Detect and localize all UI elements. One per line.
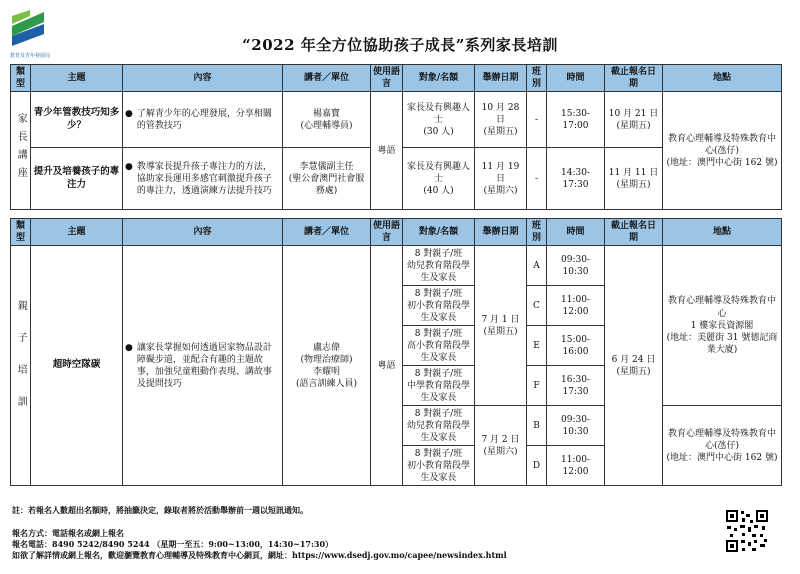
category-cell <box>11 92 31 210</box>
audience-cell: 8 對親子/班 幼兒教育階段學生及家長 <box>403 406 475 446</box>
audience-cell: 8 對親子/班 初小教育階段學生及家長 <box>403 446 475 486</box>
content-cell <box>123 246 283 486</box>
time-cell: 16:30-17:30 <box>547 366 605 406</box>
topic-cell: 超時空隊碳 <box>31 246 123 486</box>
header-cell: 對象/名額 <box>403 65 475 92</box>
time-cell: 09:30-10:30 <box>547 246 605 286</box>
header-cell: 時間 <box>547 219 605 246</box>
audience-cell: 8 對親子/班 中學教育階段學生及家長 <box>403 366 475 406</box>
header-cell: 班別 <box>527 65 547 92</box>
bullet-icon: ● <box>125 342 133 353</box>
deadline-cell: 11 月 11 日 (星期五) <box>605 148 663 210</box>
venue-cell: 教育心理輔導及特殊教育中心(氹仔) (地址：澳門中心街 162 號) <box>663 406 782 486</box>
footer-phone: 報名電話：8490 5242/8490 5244 （星期一至五：9:00~13:00，14:30~17:30） <box>12 539 334 549</box>
date-cell: 10 月 28 日 (星期五) <box>475 92 527 148</box>
content-cell <box>123 92 283 148</box>
header-cell: 截止報名日期 <box>605 65 663 92</box>
header-cell: 截止報名日期 <box>605 219 663 246</box>
topic-cell: 青少年管教技巧知多少？ <box>31 92 123 148</box>
audience-cell: 8 對親子/班 高小教育階段學生及家長 <box>403 326 475 366</box>
time-cell: 11:00-12:00 <box>547 446 605 486</box>
header-cell: 講者／單位 <box>283 65 371 92</box>
header-cell: 類型 <box>11 65 31 92</box>
header-cell: 主題 <box>31 219 123 246</box>
audience-cell: 家長及有興趣人士 (30 人) <box>403 92 475 148</box>
bullet-icon: ● <box>125 161 133 172</box>
header-cell: 類型 <box>11 219 31 246</box>
class-cell: A <box>527 246 547 286</box>
deadline-cell: 10 月 21 日 (星期五) <box>605 92 663 148</box>
header-cell: 內容 <box>123 219 283 246</box>
header-cell: 使用語言 <box>371 65 403 92</box>
time-cell: 15:30-17:00 <box>547 92 605 148</box>
table-row <box>11 92 782 148</box>
content-text: 教導家長提升孩子專注力的方法，協助家長運用多感官刺激提升孩子的專注力，透過演練方法提升技巧 <box>136 161 272 196</box>
class-cell: E <box>527 326 547 366</box>
header-cell: 使用語言 <box>371 219 403 246</box>
footer-method: 報名方式：電話報名或網上報名 <box>12 528 124 538</box>
table-header-row <box>11 219 782 246</box>
footer-web: 如欲了解詳情或網上報名，歡迎瀏覽教育心理輔導及特殊教育中心網頁，網址：https://www.dsedj.gov.mo/capee/newsindex.html <box>12 550 507 560</box>
table-row <box>11 246 782 286</box>
deadline-cell: 6 月 24 日 (星期五) <box>605 246 663 486</box>
header-cell: 班別 <box>527 219 547 246</box>
content-text: 了解青少年的心理發展，分享相關的管教技巧 <box>136 108 272 131</box>
content-cell <box>123 148 283 210</box>
qr-code-icon <box>724 508 770 554</box>
header-cell: 講者／單位 <box>283 219 371 246</box>
header-cell: 舉辦日期 <box>475 65 527 92</box>
date-cell: 11 月 19 日 (星期六) <box>475 148 527 210</box>
header-cell: 內容 <box>123 65 283 92</box>
logo-caption: 教育及青年發展局 <box>10 53 51 59</box>
footer-note: 註：若報名人數超出名額時，將抽籤決定，錄取者將於活動舉辦前一週以短訊通知。 <box>12 505 308 515</box>
page-title: “2022 年全方位協助孩子成長”系列家長培訓 <box>242 36 558 54</box>
venue-cell: 教育心理輔導及特殊教育中心(氹仔) (地址：澳門中心街 162 號) <box>663 92 782 210</box>
class-cell: B <box>527 406 547 446</box>
speaker-cell: 李慧儀副主任 (聖公會澳門社會服務處) <box>283 148 371 210</box>
class-cell: - <box>527 148 547 210</box>
content-text: 讓家長掌握如何透過居家物品設計障礙步道，並配合有趣的主題故事，加強兒童粗動作表現、講故事及提問技巧 <box>136 342 272 389</box>
header-cell: 時間 <box>547 65 605 92</box>
audience-cell: 8 對親子/班 幼兒教育階段學生及家長 <box>403 246 475 286</box>
speaker-cell: 楊嘉寶 (心理輔導員) <box>283 92 371 148</box>
category-label: 家長講座 <box>15 112 27 185</box>
training-table <box>10 218 782 486</box>
speaker-cell: 盧志偉 (物理治療師) 李耀明 (語言訓練人員) <box>283 246 371 486</box>
audience-cell: 8 對親子/班 初小教育階段學生及家長 <box>403 286 475 326</box>
class-cell: F <box>527 366 547 406</box>
header-cell: 地點 <box>663 65 782 92</box>
time-cell: 09:30-10:30 <box>547 406 605 446</box>
class-cell: - <box>527 92 547 148</box>
class-cell: D <box>527 446 547 486</box>
class-cell: C <box>527 286 547 326</box>
date-cell: 7 月 2 日 (星期六) <box>475 406 527 486</box>
time-cell: 11:00-12:00 <box>547 286 605 326</box>
header-cell: 主題 <box>31 65 123 92</box>
category-label: 親子培訓 <box>15 299 27 428</box>
language-cell: 粵語 <box>371 246 403 486</box>
header-cell: 舉辦日期 <box>475 219 527 246</box>
date-cell: 7 月 1 日 (星期五) <box>475 246 527 406</box>
header-cell: 地點 <box>663 219 782 246</box>
time-cell: 14:30-17:30 <box>547 148 605 210</box>
bullet-icon: ● <box>125 108 133 119</box>
time-cell: 15:00-16:00 <box>547 326 605 366</box>
language-cell: 粵語 <box>371 92 403 210</box>
topic-cell: 提升及培養孩子的專注力 <box>31 148 123 210</box>
table-header-row <box>11 65 782 92</box>
audience-cell: 家長及有興趣人士 (40 人) <box>403 148 475 210</box>
venue-cell: 教育心理輔導及特殊教育中心 1 樓家長資源閣 (地址：美麗街 31 號德記商業大廈) <box>663 246 782 406</box>
category-cell <box>11 246 31 486</box>
lecture-table <box>10 64 782 210</box>
header-cell: 對象/名額 <box>403 219 475 246</box>
